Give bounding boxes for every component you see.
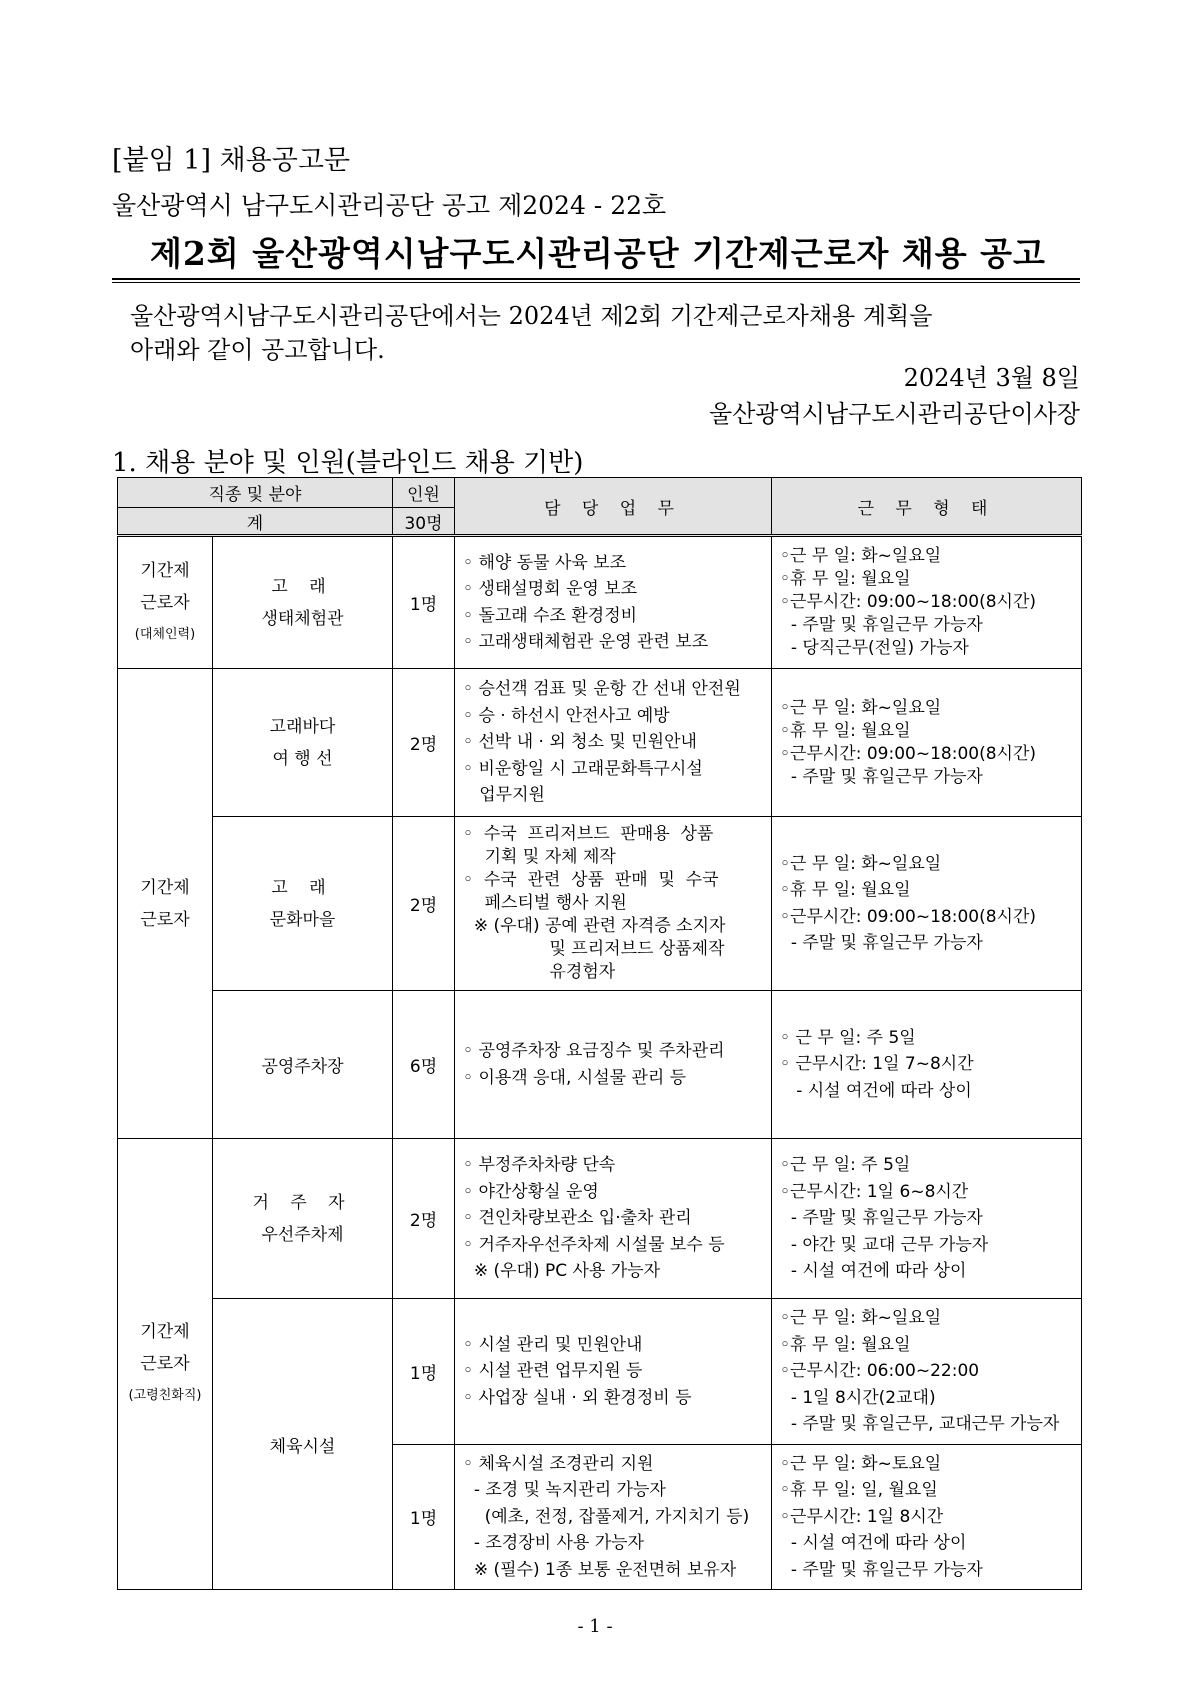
headcount-cell: 1명 (393, 1299, 455, 1445)
cell-line: - 시설 여건에 따라 상이 (780, 1261, 967, 1282)
section-title: 1. 채용 분야 및 인원(블라인드 채용 기반) (112, 448, 584, 478)
cell-line: ◦ 돌고래 수조 환경정비 (463, 605, 638, 626)
field-name-2: 생태체험관 (261, 608, 344, 629)
field-cell (213, 1139, 393, 1299)
category-name-2: 근로자 (140, 592, 190, 613)
cell-line: ◦근 무 일: 주 5일 (780, 1155, 911, 1176)
category-name-2: 근로자 (140, 1354, 190, 1374)
field-cell (213, 817, 393, 991)
table-row (118, 1139, 1082, 1299)
cell-line: - 시설 여건에 따라 상이 (780, 1533, 967, 1553)
intro-line-1: 울산광역시남구도시관리공단에서는 2024년 제2회 기간제근로자채용 계획을 (130, 302, 933, 330)
table-row (118, 817, 1082, 991)
cell-line: ◦ 부정주차차량 단속 (463, 1155, 616, 1176)
cell-line: ◦ 사업장 실내 · 외 환경정비 등 (463, 1387, 692, 1408)
cell-line: ◦근무시간: 09:00~18:00(8시간) (780, 906, 1037, 927)
headcount-cell: 1명 (393, 1444, 455, 1590)
cell-line: ◦근 무 일: 화~일요일 (780, 697, 942, 718)
notice-date: 2024년 3월 8일 (903, 364, 1080, 392)
duties-cell (455, 817, 772, 991)
category-cell (118, 669, 213, 1139)
duties-cell (455, 991, 772, 1139)
cell-line: ◦근무시간: 09:00~18:00(8시간) (780, 592, 1037, 612)
headcount-cell: 2명 (393, 669, 455, 817)
cell-line: ◦근무시간: 1일 8시간 (780, 1506, 944, 1527)
cell-line: - 조경장비 사용 가능자 (463, 1533, 644, 1553)
category-note: (대체인력) (134, 626, 196, 642)
headcount-cell: 2명 (393, 817, 455, 991)
category-name-2: 근로자 (140, 909, 190, 930)
category-name-1: 기간제 (140, 1322, 190, 1342)
duties-cell (455, 1444, 772, 1590)
title-underline (112, 278, 1080, 280)
headcount-cell: 6명 (393, 991, 455, 1139)
notice-number: 울산광역시 남구도시관리공단 공고 제2024 - 22호 (112, 191, 667, 220)
header-total-value: 30명 (393, 508, 455, 536)
field-name-1: 고 래 (271, 576, 334, 597)
category-cell (118, 536, 213, 669)
cell-line: - 주말 및 휴일근무 가능자 (780, 1208, 983, 1229)
work-type-cell (772, 1299, 1082, 1445)
cell-line: - 시설 여건에 따라 상이 (780, 1080, 972, 1101)
header-headcount: 인원 (393, 478, 455, 508)
field-name-1: 고 래 (271, 877, 334, 898)
cell-line: ◦ 시설 관련 업무지원 등 (463, 1361, 643, 1381)
attachment-label: [붙임 1] 채용공고문 (112, 145, 350, 176)
field-name-1: 고래바다 (269, 716, 336, 737)
work-type-cell (772, 1139, 1082, 1299)
cell-line: - 주말 및 휴일근무 가능자 (780, 615, 983, 635)
cell-line: ◦근무시간: 1일 6~8시간 (780, 1181, 969, 1202)
header-job-field: 직종 및 분야 (118, 478, 393, 508)
cell-line: - 주말 및 휴일근무 가능자 (780, 933, 983, 953)
work-type-cell (772, 991, 1082, 1139)
duties-cell (455, 669, 772, 817)
cell-line: 페스티벌 행사 지원 (463, 893, 627, 913)
cell-line: ◦ 승선객 검표 및 운항 간 선내 안전원 (463, 679, 741, 700)
table-row (118, 991, 1082, 1139)
field-name-1: 거 주 자 (252, 1192, 353, 1213)
cell-line: 기획 및 자체 제작 (463, 847, 616, 867)
cell-line: 및 프리저브드 상품제작 (463, 939, 725, 959)
duties-cell (455, 1299, 772, 1445)
cell-line: - 주말 및 휴일근무 가능자 (780, 766, 983, 787)
cell-line: ◦ 시설 관리 및 민원안내 (463, 1334, 643, 1355)
cell-line: 유경험자 (463, 962, 616, 982)
cell-line: ◦근무시간: 09:00~18:00(8시간) (780, 743, 1037, 764)
category-name-1: 기간제 (140, 877, 190, 898)
cell-line: ※ (필수) 1종 보통 운전면허 보유자 (463, 1559, 737, 1580)
cell-line: ◦근 무 일: 화~일요일 (780, 1308, 942, 1328)
page-number: - 1 - (577, 1616, 613, 1637)
category-cell (118, 1139, 213, 1590)
cell-line: ◦ 견인차량보관소 입·출차 관리 (463, 1208, 692, 1229)
cell-line: ◦ 이용객 응대, 시설물 관리 등 (463, 1067, 687, 1088)
cell-line: ◦ 야간상황실 운영 (463, 1181, 599, 1202)
cell-line: ◦휴 무 일: 월요일 (780, 880, 911, 900)
page-title: 제2회 울산광역시남구도시관리공단 기간제근로자 채용 공고 (150, 234, 1046, 273)
cell-line: ◦ 수국 관련 상품 판매 및 수국 (463, 870, 719, 890)
table-row (118, 536, 1082, 669)
table-row (118, 669, 1082, 817)
cell-line: ◦근 무 일: 화~토요일 (780, 1453, 942, 1474)
cell-line: ◦ 고래생태체험관 운영 관련 보조 (463, 632, 709, 652)
header-work-type: 근 무 형 태 (772, 478, 1082, 536)
cell-line: ◦ 근무시간: 1일 7~8시간 (780, 1054, 974, 1075)
field-name-2: 문화마을 (269, 909, 336, 930)
cell-line: ◦근 무 일: 화~일요일 (780, 853, 942, 874)
category-name-1: 기간제 (140, 560, 190, 581)
work-type-cell (772, 669, 1082, 817)
duties-cell (455, 1139, 772, 1299)
cell-line: - 조경 및 녹지관리 가능자 (463, 1480, 666, 1500)
cell-line: ◦근 무 일: 화~일요일 (780, 546, 942, 566)
cell-line: ◦휴 무 일: 월요일 (780, 1334, 911, 1355)
header-total-label: 계 (118, 508, 393, 536)
cell-line: ◦ 거주자우선주차제 시설물 보수 등 (463, 1234, 725, 1255)
work-type-cell (772, 536, 1082, 669)
cell-line: ◦휴 무 일: 일, 월요일 (780, 1480, 938, 1500)
work-type-cell (772, 1444, 1082, 1590)
cell-line: ◦ 해양 동물 사육 보조 (463, 552, 627, 573)
cell-line: ◦근무시간: 06:00~22:00 (780, 1361, 980, 1381)
cell-line: ◦ 선박 내 · 외 청소 및 민원안내 (463, 732, 697, 753)
duties-cell (455, 536, 772, 669)
cell-line: - 주말 및 휴일근무 가능자 (780, 1559, 983, 1580)
cell-line: - 당직근무(전일) 가능자 (780, 638, 969, 658)
cell-line: ◦ 근 무 일: 주 5일 (780, 1027, 916, 1048)
cell-line: - 1일 8시간(2교대) (780, 1387, 936, 1408)
table-row (118, 1299, 1082, 1445)
title-underline-thin (112, 282, 1080, 283)
cell-line: ◦ 체육시설 조경관리 지원 (463, 1453, 654, 1474)
field-cell: 체육시설 (213, 1299, 393, 1590)
cell-line: ◦휴 무 일: 월요일 (780, 720, 911, 741)
issuer: 울산광역시남구도시관리공단이사장 (709, 400, 1080, 428)
cell-line: ※ (우대) PC 사용 가능자 (463, 1261, 661, 1282)
field-cell (213, 536, 393, 669)
headcount-cell: 2명 (393, 1139, 455, 1299)
cell-line: ◦ 공영주차장 요금징수 및 주차관리 (463, 1041, 725, 1061)
cell-line: ◦ 비운항일 시 고래문화특구시설 (463, 758, 703, 779)
cell-line: 업무지원 (463, 785, 545, 806)
cell-line: ◦휴 무 일: 월요일 (780, 569, 911, 589)
cell-line: ◦ 생태설명회 운영 보조 (463, 579, 638, 599)
headcount-cell: 1명 (393, 536, 455, 669)
header-duties: 담 당 업 무 (455, 478, 772, 536)
recruitment-table (117, 477, 1082, 1590)
field-name-2: 여 행 선 (272, 748, 333, 769)
field-cell: 공영주차장 (213, 991, 393, 1139)
work-type-cell (772, 817, 1082, 991)
category-note: (고령친화직) (128, 1388, 202, 1403)
field-name-2: 우선주차제 (261, 1224, 344, 1245)
cell-line: ※ (우대) 공예 관련 자격증 소지자 (463, 916, 726, 936)
intro-line-2: 아래와 같이 공고합니다. (130, 336, 385, 364)
field-cell (213, 669, 393, 817)
cell-line: (예초, 전정, 잡풀제거, 가지치기 등) (463, 1506, 750, 1527)
cell-line: - 야간 및 교대 근무 가능자 (780, 1234, 989, 1255)
cell-line: ◦ 수국 프리저브드 판매용 상품 (463, 824, 714, 844)
cell-line: ◦ 승 · 하선시 안전사고 예방 (463, 705, 670, 726)
cell-line: - 주말 및 휴일근무, 교대근무 가능자 (780, 1414, 1060, 1434)
